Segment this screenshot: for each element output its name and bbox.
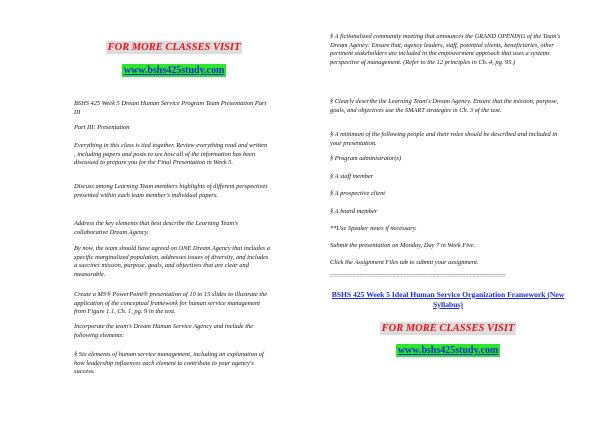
paragraph: Incorporate the team's Dream Human Service Agency and include the following elements: bbox=[74, 323, 254, 339]
separator: ================================================ bbox=[330, 272, 506, 280]
promo-link[interactable]: www.bshs425study.com bbox=[123, 65, 225, 76]
promo-link[interactable]: www.bshs425study.com bbox=[397, 345, 499, 356]
banner-red-left-wrap bbox=[74, 37, 274, 55]
doc-title: BSHS 425 Week 5 Dream Human Service Program Team Presentation Part III bbox=[74, 100, 267, 116]
list-item: § A board member bbox=[330, 208, 378, 215]
paragraph: Everything in this class is tied together. Review everything read and written , including papers and posts to see how all of the information has been discussed to prepare you for the Final Presentation in Week 5. bbox=[74, 142, 268, 167]
paragraph: § Clearly describe the Learning Team's Dream Agency. Ensure that the mission, purpose, goals, and objectives use the SMART strategies in Ch. 3 of the text. bbox=[330, 98, 559, 114]
paragraph: § A minimum of the following people and their roles should be described and included in your presentation. bbox=[330, 131, 558, 147]
paragraph: Create a MS® PowerPoint® presentation of 10 to 15 slides to illustrate the application of the conceptual framework for human service management from Figure 1.1, Ch. 1, pg. 9 in the text. bbox=[74, 291, 268, 316]
banner-red-right-wrap bbox=[330, 318, 566, 336]
paragraph: Click the Assignment Files tab to submit your assignment. bbox=[330, 259, 479, 266]
paragraph: Submit the presentation on Monday, Day 7 in Week Five. bbox=[330, 242, 476, 249]
note: **Use Speaker notes if necessary. bbox=[330, 225, 417, 232]
part-heading: Part III: Presentation bbox=[74, 124, 130, 131]
list-item: § Program administrator(s) bbox=[330, 155, 402, 162]
banner-green-right-wrap bbox=[330, 340, 566, 358]
paragraph: Discuss among Learning Team members highlights of different perspectives presented within each team member's individual papers. bbox=[74, 183, 268, 199]
list-item: § A staff member bbox=[330, 173, 374, 180]
paragraph: § Six elements of human service management, including an explanation of how leadership influences each element to contribute to your agency's success. bbox=[74, 351, 264, 376]
promo-banner: FOR MORE CLASSES VISIT bbox=[107, 42, 241, 53]
next-assignment-link[interactable]: BSHS 425 Week 5 Ideal Human Service Organization Framework (New Syllabus) bbox=[331, 290, 565, 309]
paragraph: By now, the team should have agreed on ONE Dream Agency that includes a specific marginalized population, addresses issues of diversity, and includes a succinct mission, purpose, goals, and objectives that are clear and measurable. bbox=[74, 245, 270, 278]
promo-banner: FOR MORE CLASSES VISIT bbox=[381, 323, 515, 334]
paragraph: Address the key elements that best describe the Learning Team's collaborative Dream Agency. bbox=[74, 220, 239, 236]
list-item: § A prospective client bbox=[330, 190, 386, 197]
banner-green-left-wrap bbox=[74, 60, 274, 78]
paragraph: § A fictionalized community meeting that announces the GRAND OPENING of the Team's Dream Agency: Ensure that, agency leaders, staff, potential clients, beneficiaries, other pertinent stakeholders are included in the empowerment approach that uses a systems perspective of management. (Refer to the 12 principles in Ch. 4, pg. 95.) bbox=[330, 33, 561, 66]
